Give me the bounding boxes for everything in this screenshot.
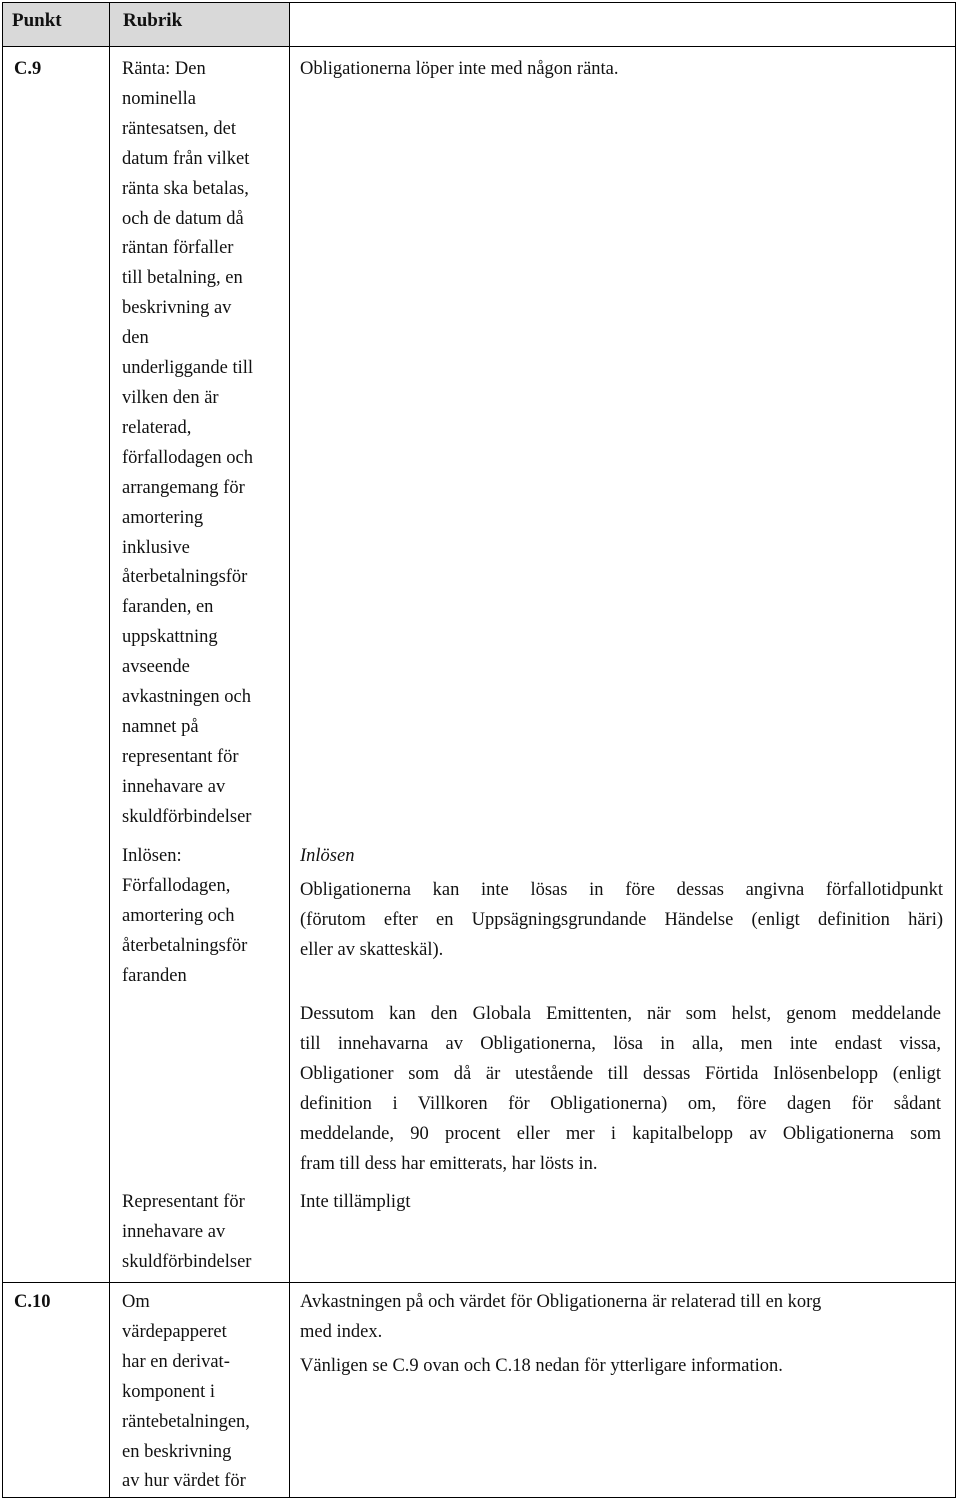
content-c10-paragraph-1 bbox=[300, 1288, 821, 1348]
content-inlosen-paragraph-2 bbox=[300, 1000, 941, 1179]
rubrik-c10-derivat bbox=[122, 1288, 250, 1497]
header-cell-rubrik bbox=[109, 2, 289, 46]
column-divider-punkt bbox=[109, 2, 110, 1498]
rubrik-c10-line: en beskrivning bbox=[122, 1441, 232, 1462]
rubrik-inlosen-line: Förfallodagen, bbox=[122, 875, 231, 896]
rubrik-c9-line: relaterad, bbox=[122, 417, 192, 438]
inlosen-paragraph-1-line: (förutom efter en Uppsägningsgrundande Händelse (enligt definition häri) bbox=[300, 909, 943, 930]
inlosen-paragraph-2-line: till innehavarna av Obligationerna, lösa in alla, men inte endast vissa, bbox=[300, 1033, 941, 1054]
inlosen-paragraph-2-line: Dessutom kan den Globala Emittenten, när som helst, genom meddelande bbox=[300, 1004, 941, 1024]
rubrik-c9-rantan bbox=[122, 55, 253, 833]
rubrik-c9-line: datum från vilket bbox=[122, 148, 250, 169]
content-c9-ranta: Obligationerna löper inte med någon ränta. bbox=[300, 59, 619, 79]
rubrik-c9-line: och de datum då bbox=[122, 208, 244, 229]
inlosen-paragraph-2-line: Obligationer som då är utestående till dessas Förtida Inlösenbelopp (enligt bbox=[300, 1063, 941, 1084]
rubrik-c9-line: underliggande till bbox=[122, 358, 254, 379]
rubrik-c9-line: vilken den är bbox=[122, 387, 219, 408]
rubrik-inlosen-line: amortering och bbox=[122, 905, 235, 926]
rubrik-c9-line: innehavare av bbox=[122, 776, 226, 797]
rubrik-c10-line: räntebetalningen, bbox=[122, 1411, 250, 1432]
c10-paragraph-1-line: Avkastningen på och värdet för Obligationerna är relaterad till en korg bbox=[300, 1292, 822, 1312]
rubrik-c10-line: av hur värdet för bbox=[122, 1471, 246, 1492]
rubrik-c9-line: avseende bbox=[122, 657, 190, 678]
rubrik-c9-line: den bbox=[122, 328, 149, 349]
content-inlosen-heading: Inlösen bbox=[300, 846, 355, 866]
rubrik-c9-line: räntesatsen, det bbox=[122, 118, 237, 139]
content-c10-paragraph-2: Vänligen se C.9 ovan och C.18 nedan för ytterligare information. bbox=[300, 1356, 783, 1376]
punkt-c10: C.10 bbox=[14, 1292, 51, 1312]
content-inlosen-paragraph-1 bbox=[300, 876, 943, 966]
inlosen-paragraph-2-line: fram till dess har emitterats, har lösts in. bbox=[300, 1153, 598, 1174]
rubrik-c9-line: faranden, en bbox=[122, 597, 214, 618]
row-divider-c10 bbox=[2, 1282, 956, 1283]
rubrik-c9-line: Ränta: Den bbox=[122, 59, 206, 79]
rubrik-c9-line: beskrivning av bbox=[122, 298, 232, 319]
rubrik-inlosen-line: faranden bbox=[122, 965, 187, 986]
rubrik-c9-line: amortering bbox=[122, 507, 204, 528]
header-divider bbox=[2, 46, 956, 47]
header-punkt-label: Punkt bbox=[12, 10, 62, 31]
rubrik-representant bbox=[122, 1188, 251, 1278]
rubrik-c9-line: avkastningen och bbox=[122, 687, 251, 708]
rubrik-c9-line: nominella bbox=[122, 88, 196, 109]
rubrik-c9-line: representant för bbox=[122, 746, 239, 767]
rubrik-c10-line: värdepapperet bbox=[122, 1321, 227, 1342]
rubrik-c9-line: återbetalningsför bbox=[122, 567, 248, 588]
table-border-left bbox=[2, 2, 3, 1498]
rubrik-c10-line: komponent i bbox=[122, 1381, 216, 1402]
rubrik-c9-line: förfallodagen och bbox=[122, 447, 253, 468]
rubrik-c9-line: namnet på bbox=[122, 716, 199, 737]
content-representant: Inte tillämpligt bbox=[300, 1192, 411, 1212]
c10-paragraph-1-line: med index. bbox=[300, 1321, 383, 1342]
rubrik-c9-line: till betalning, en bbox=[122, 268, 243, 289]
inlosen-paragraph-2-line: meddelande, 90 procent eller mer i kapitalbelopp av Obligationerna som bbox=[300, 1123, 941, 1144]
rubrik-representant-line: Representant för bbox=[122, 1192, 245, 1212]
inlosen-paragraph-1-line: Obligationerna kan inte lösas in före dessas angivna förfallotidpunkt bbox=[300, 880, 943, 900]
header-cell-blank bbox=[289, 2, 956, 46]
inlosen-paragraph-1-line: eller av skatteskäl). bbox=[300, 939, 444, 960]
document-page bbox=[2, 2, 956, 1498]
rubrik-inlosen-line: Inlösen: bbox=[122, 846, 182, 866]
rubrik-c9-line: räntan förfaller bbox=[122, 238, 234, 259]
table-border-top bbox=[2, 2, 956, 3]
rubrik-c9-line: inklusive bbox=[122, 537, 190, 558]
rubrik-representant-line: innehavare av bbox=[122, 1221, 226, 1242]
rubrik-representant-line: skuldförbindelser bbox=[122, 1251, 252, 1272]
table-border-right bbox=[955, 2, 956, 1498]
rubrik-c9-line: ränta ska betalas, bbox=[122, 178, 249, 199]
header-cell-punkt bbox=[2, 2, 109, 46]
rubrik-c10-line: har en derivat- bbox=[122, 1351, 230, 1372]
inlosen-paragraph-2-line: definition i Villkoren för Obligationerna) om, före dagen för sådant bbox=[300, 1093, 941, 1114]
header-rubrik-label: Rubrik bbox=[123, 10, 183, 31]
rubrik-c10-line: Om bbox=[122, 1292, 150, 1312]
column-divider-rubrik bbox=[289, 2, 290, 1498]
rubrik-c9-line: arrangemang för bbox=[122, 477, 245, 498]
rubrik-inlosen bbox=[122, 842, 247, 992]
rubrik-c9-line: skuldförbindelser bbox=[122, 806, 252, 827]
rubrik-inlosen-line: återbetalningsför bbox=[122, 935, 248, 956]
punkt-c9: C.9 bbox=[14, 59, 42, 79]
rubrik-c9-line: uppskattning bbox=[122, 627, 218, 648]
